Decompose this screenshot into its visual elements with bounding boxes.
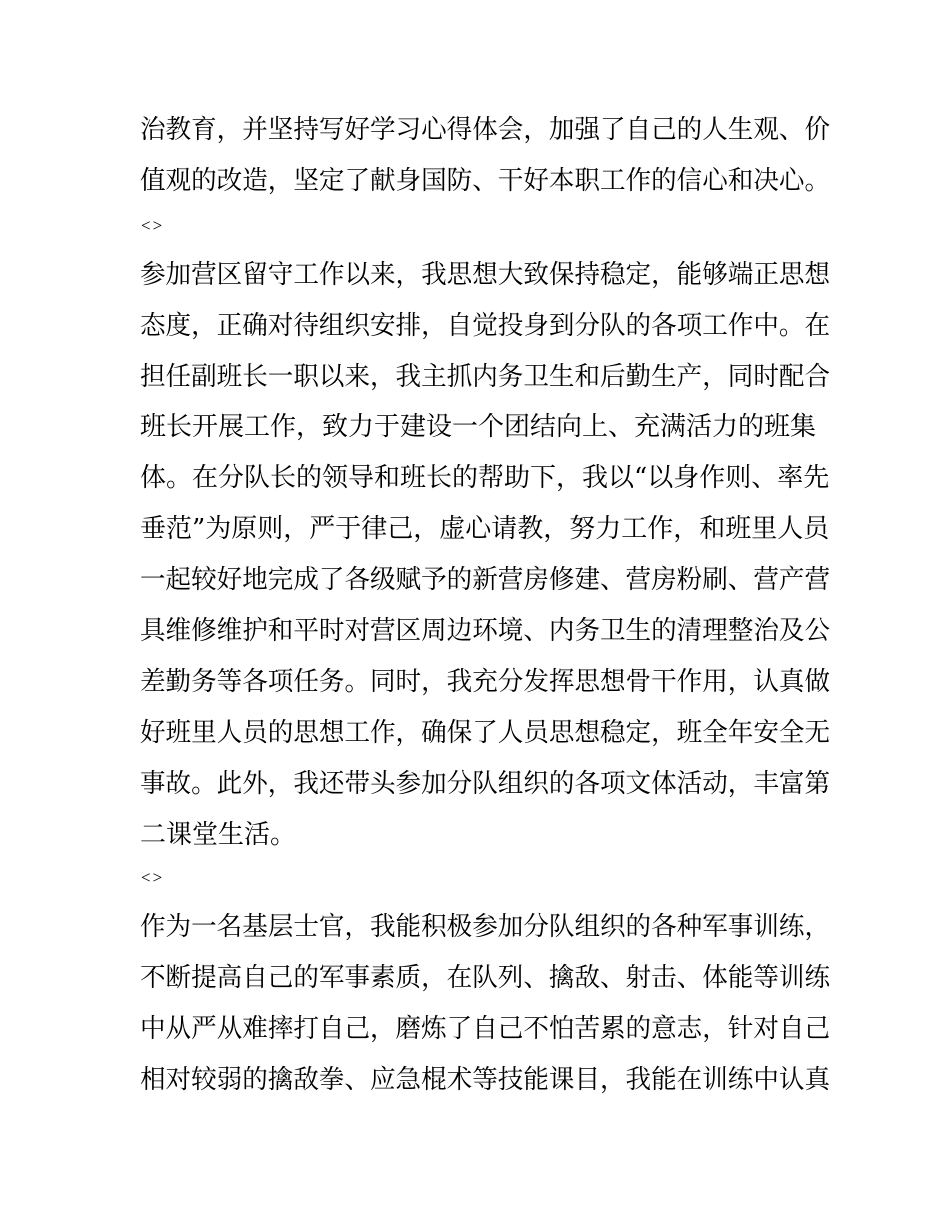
text-line: 相对较弱的擒敌拳、应急棍术等技能课目，我能在训练中认真 [140, 1065, 831, 1095]
text-line: 态度，正确对待组织安排，自觉投身到分队的各项工作中。在 [140, 311, 831, 341]
text-line: 差勤务等各项任务。同时，我充分发挥思想骨干作用，认真做 [140, 667, 831, 697]
text-line: 作为一名基层士官，我能积极参加分队组织的各种军事训练， [140, 912, 831, 942]
text-line: 担任副班长一职以来，我主抓内务卫生和后勤生产，同时配合 [140, 362, 831, 392]
text-line: 垂范”为原则，严于律己，虚心请教，努力工作，和班里人员 [140, 514, 830, 544]
text-line: 体。在分队长的领导和班长的帮助下，我以“以身作则、率先 [140, 463, 830, 493]
text-line: 班长开展工作，致力于建设一个团结向上、充满活力的班集 [140, 412, 817, 442]
text-line: 参加营区留守工作以来，我思想大致保持稳定，能够端正思想 [140, 260, 831, 290]
text-line: 事故。此外，我还带头参加分队组织的各项文体活动，丰富第 [140, 769, 831, 799]
text-line: 不断提高自己的军事素质，在队列、擒敌、射击、体能等训练 [140, 963, 831, 993]
text-line: 治教育，并坚持写好学习心得体会，加强了自己的人生观、价 [140, 115, 831, 145]
text-line: 具维修维护和平时对营区周边环境、内务卫生的清理整治及公 [140, 616, 831, 646]
text-line: 一起较好地完成了各级赋予的新营房修建、营房粉刷、营产营 [140, 565, 831, 595]
text-line: 好班里人员的思想工作，确保了人员思想稳定，班全年安全无 [140, 718, 831, 748]
text-line: 二课堂生活。 [140, 820, 297, 850]
paragraph-separator: <> [141, 216, 165, 235]
text-line: 中从严从难摔打自己，磨炼了自己不怕苦累的意志，针对自己 [140, 1014, 831, 1044]
paragraph-separator: <> [141, 868, 165, 887]
text-line: 值观的改造，坚定了献身国防、干好本职工作的信心和决心。 [140, 166, 831, 196]
